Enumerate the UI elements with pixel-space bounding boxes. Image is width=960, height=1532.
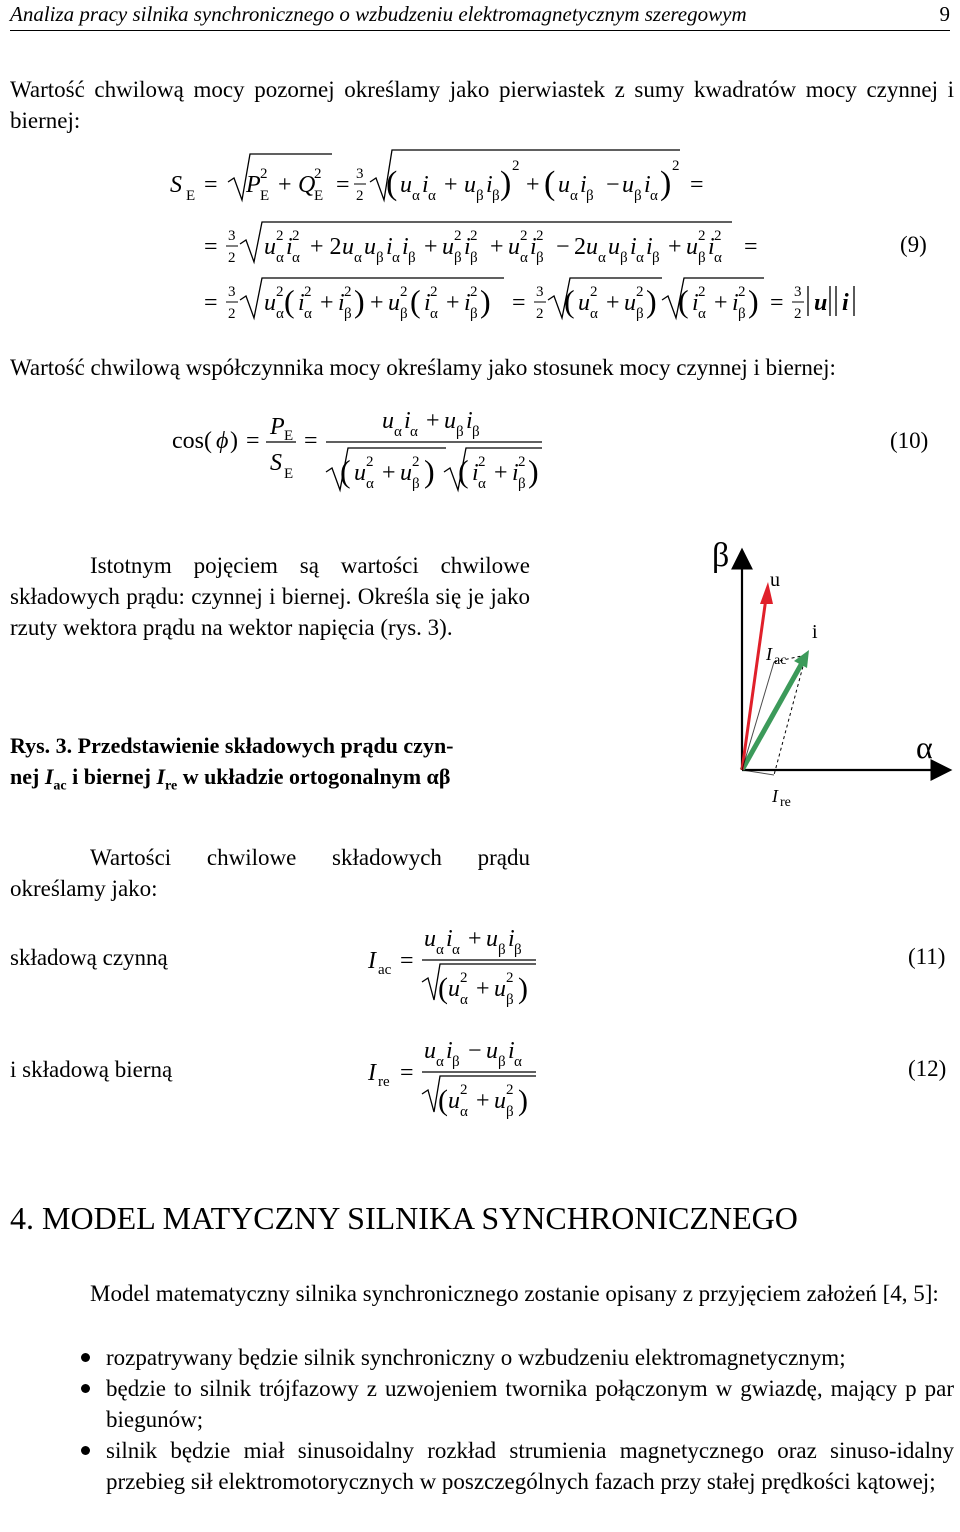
equation-9-number: (9) [900, 232, 927, 257]
svg-text:i: i [842, 290, 849, 316]
svg-text:E: E [284, 428, 294, 444]
svg-text:i: i [692, 290, 699, 316]
svg-text:i: i [464, 290, 471, 316]
svg-text:i: i [402, 234, 409, 260]
svg-text:=: = [336, 172, 350, 198]
svg-text:+: + [444, 172, 458, 198]
svg-text:3: 3 [228, 284, 236, 300]
svg-text:u: u [486, 926, 498, 952]
label-reactive-component: i składową bierną [10, 1057, 173, 1082]
svg-text:i: i [530, 234, 537, 260]
svg-text:=: = [690, 172, 704, 198]
svg-text:E: E [260, 188, 270, 204]
svg-text:β: β [454, 250, 462, 266]
svg-text:(: ( [564, 283, 575, 319]
svg-text:=: = [512, 290, 526, 316]
svg-text:+: + [494, 460, 508, 486]
svg-text:i: i [404, 408, 411, 434]
assumption-list [10, 1342, 954, 1497]
svg-text:+: + [426, 408, 440, 434]
svg-text:β: β [652, 250, 660, 266]
svg-text:i: i [646, 234, 653, 260]
svg-text:β: β [452, 1054, 460, 1070]
svg-text:(: ( [544, 165, 556, 202]
svg-text:S: S [170, 172, 182, 198]
svg-text:re: re [378, 1074, 390, 1090]
svg-text:ac: ac [378, 962, 392, 978]
svg-text:−: − [606, 172, 620, 198]
svg-text:+: + [320, 290, 334, 316]
svg-text:α: α [520, 250, 528, 266]
svg-text:): ) [528, 453, 539, 489]
svg-text:α: α [354, 250, 362, 266]
svg-text:E: E [186, 188, 196, 204]
svg-text:u: u [264, 290, 276, 316]
svg-text:i: i [512, 460, 519, 486]
Iac-sub: ac [774, 653, 787, 668]
svg-text:α: α [714, 250, 722, 266]
svg-text:2: 2 [470, 284, 478, 300]
i-label: i [812, 621, 818, 643]
svg-text:2: 2 [574, 234, 586, 260]
svg-text:u: u [400, 460, 412, 486]
svg-text:u: u [264, 234, 276, 260]
svg-text:β: β [514, 942, 522, 958]
svg-text:2: 2 [276, 284, 284, 300]
svg-text:α: α [460, 1104, 468, 1120]
svg-text:β: β [620, 250, 628, 266]
svg-text:2: 2 [520, 228, 528, 244]
equation-12 [364, 1030, 564, 1122]
svg-text:β: β [470, 250, 478, 266]
figure-3-caption [10, 730, 530, 801]
svg-text:2: 2 [636, 284, 644, 300]
svg-text:E: E [314, 188, 324, 204]
svg-text:u: u [508, 234, 520, 260]
svg-text:u: u [464, 172, 476, 198]
svg-text:β: β [476, 188, 484, 204]
svg-text:i: i [580, 172, 587, 198]
svg-text:+: + [490, 234, 504, 260]
svg-text:u: u [400, 172, 412, 198]
Ire-label: I [772, 786, 778, 806]
paragraph-model-assumptions: Model matematyczny silnika synchronicznego zostanie opisany z przyjęciem założeń [4, 5]: [90, 1281, 939, 1306]
paragraph-current-components: Istotnym pojęciem są wartości chwilowe składowych prądu: czynnej i biernej. Określa się je jako rzuty wektora prądu na wektor napięcia (rys. 3). [10, 553, 530, 640]
svg-text:=: = [744, 234, 758, 260]
svg-text:α: α [698, 306, 706, 322]
svg-text:α: α [650, 188, 658, 204]
svg-text:+: + [424, 234, 438, 260]
list-item: będzie to silnik trójfazowy z uzwojeniem twornika połączonym w gwiazdę, mający p par biegunów; [10, 1373, 954, 1435]
svg-text:(: ( [386, 165, 398, 202]
equation-9 [160, 148, 880, 328]
svg-text:β: β [408, 250, 416, 266]
svg-text:−: − [468, 1038, 482, 1064]
svg-text:3: 3 [228, 228, 236, 244]
paragraph-apparent-power: Wartość chwilową mocy pozornej określamy jako pierwiastek z sumy kwadratów mocy czynnej i biernej: [10, 77, 954, 133]
svg-text:i: i [424, 290, 431, 316]
svg-text:i: i [508, 926, 515, 952]
bullet-icon [81, 1446, 90, 1455]
svg-text:u: u [486, 1038, 498, 1064]
svg-text:α: α [366, 476, 374, 492]
svg-text:α: α [590, 306, 598, 322]
svg-text:+: + [714, 290, 728, 316]
svg-text:2: 2 [412, 454, 420, 470]
svg-text:(: ( [438, 972, 448, 1005]
svg-text:+ 2: + 2 [310, 234, 342, 260]
equation-11-number: (11) [908, 944, 946, 969]
svg-text:α: α [430, 306, 438, 322]
svg-text:u: u [814, 290, 828, 316]
svg-text:S: S [270, 450, 282, 476]
svg-text:(: ( [284, 283, 295, 319]
svg-text:u: u [608, 234, 620, 260]
svg-text:β: β [518, 476, 526, 492]
svg-text:+: + [382, 460, 396, 486]
svg-text:u: u [354, 460, 366, 486]
svg-text:β: β [738, 306, 746, 322]
svg-text:=: = [246, 428, 260, 454]
svg-text:2: 2 [794, 306, 802, 322]
svg-text:β: β [536, 250, 544, 266]
svg-text:α: α [436, 1054, 444, 1070]
svg-text:u: u [444, 408, 456, 434]
svg-text:): ) [500, 165, 512, 202]
svg-text:2: 2 [536, 228, 544, 244]
svg-text:+: + [476, 1088, 490, 1114]
svg-text:α: α [428, 188, 436, 204]
equation-10-number: (10) [890, 428, 929, 453]
svg-text:): ) [354, 283, 365, 319]
svg-text:=: = [204, 234, 218, 260]
svg-text:α: α [276, 250, 284, 266]
svg-text:=: = [204, 290, 218, 316]
svg-text:P: P [246, 172, 261, 198]
svg-text:2: 2 [460, 970, 468, 986]
svg-text:u: u [382, 408, 394, 434]
svg-text:β: β [698, 250, 706, 266]
svg-text:2: 2 [314, 166, 322, 182]
svg-text:i: i [508, 1038, 515, 1064]
svg-text:): ) [748, 283, 759, 319]
svg-text:): ) [518, 1084, 528, 1117]
svg-text:u: u [448, 976, 460, 1002]
svg-text:i: i [644, 172, 651, 198]
svg-text:α: α [452, 942, 460, 958]
svg-text:3: 3 [794, 284, 802, 300]
svg-text:2: 2 [506, 1082, 514, 1098]
svg-text:2: 2 [304, 284, 312, 300]
svg-text:i: i [338, 290, 345, 316]
svg-text:2: 2 [454, 228, 462, 244]
svg-text:(: ( [410, 283, 421, 319]
svg-text:β: β [344, 306, 352, 322]
list-item: silnik będzie miał sinusoidalny rozkład strumienia magnetycznego oraz sinuso-idalny przebieg sił elektromotorycznych w poszczególnych fazach przy stałej prędkości kątowej; [10, 1435, 954, 1497]
svg-text:=: = [770, 290, 784, 316]
svg-text:2: 2 [698, 284, 706, 300]
svg-text:α: α [292, 250, 300, 266]
svg-text:+: + [526, 172, 540, 198]
svg-text:u: u [424, 926, 436, 952]
svg-text:2: 2 [518, 454, 526, 470]
svg-text:2: 2 [344, 284, 352, 300]
svg-text:3: 3 [536, 284, 544, 300]
svg-text:u: u [342, 234, 354, 260]
paragraph-power-factor: Wartość chwilową współczynnika mocy określamy jako stosunek mocy czynnej i biernej: [10, 355, 836, 380]
section-heading: 4. MODEL MATYCZNY SILNIKA SYNCHRONICZNEGO [10, 1200, 798, 1236]
svg-text:): ) [424, 453, 435, 489]
svg-text:β: β [498, 942, 506, 958]
svg-text:u: u [578, 290, 590, 316]
svg-text:u: u [494, 976, 506, 1002]
svg-text:2: 2 [714, 228, 722, 244]
svg-text:β: β [470, 306, 478, 322]
svg-text:E: E [284, 466, 294, 482]
svg-text:u: u [586, 234, 598, 260]
bullet-icon [81, 1353, 90, 1362]
svg-text:u: u [448, 1088, 460, 1114]
svg-text:i: i [732, 290, 739, 316]
svg-text:u: u [364, 234, 376, 260]
svg-text:3: 3 [356, 166, 364, 182]
svg-text:+: + [606, 290, 620, 316]
svg-text:=: = [204, 172, 218, 198]
svg-text:i: i [446, 1038, 453, 1064]
svg-text:β: β [498, 1054, 506, 1070]
svg-text:α: α [412, 188, 420, 204]
svg-text:α: α [394, 424, 402, 440]
svg-text:β: β [492, 188, 500, 204]
svg-text:+: + [476, 976, 490, 1002]
svg-text:2: 2 [276, 228, 284, 244]
svg-text:i: i [466, 408, 473, 434]
svg-text:i: i [708, 234, 715, 260]
u-label: u [770, 569, 780, 591]
svg-text:u: u [424, 1038, 436, 1064]
svg-text:): ) [646, 283, 657, 319]
svg-text:α: α [410, 424, 418, 440]
svg-text:α: α [478, 476, 486, 492]
svg-text:): ) [480, 283, 491, 319]
page-header [10, 0, 950, 31]
equation-11 [364, 918, 564, 1010]
svg-text:i: i [286, 234, 293, 260]
list-item: rozpatrywany będzie silnik synchroniczny o wzbudzeniu elektromagnetycznym; [10, 1342, 954, 1373]
svg-text:α: α [460, 992, 468, 1008]
svg-text:β: β [412, 476, 420, 492]
svg-text:2: 2 [738, 284, 746, 300]
svg-text:2: 2 [470, 228, 478, 244]
svg-text:β: β [634, 188, 642, 204]
svg-text:β: β [400, 306, 408, 322]
svg-text:2: 2 [430, 284, 438, 300]
Ire-sub: re [780, 795, 791, 810]
caption-line-1: Rys. 3. Przedstawienie składowych prądu czyn- [10, 733, 454, 758]
svg-text:I: I [368, 948, 376, 974]
svg-text:i: i [446, 926, 453, 952]
running-title: Analiza pracy silnika synchronicznego o wzbudzeniu elektromagnetycznym szeregowym [10, 2, 747, 26]
current-vector [742, 663, 802, 770]
beta-label: β [712, 537, 730, 574]
caption-line-2: nej $I_{ac}$ i biernej $I_{re}$ w układzie ortogonalnym αβ [10, 764, 451, 794]
svg-text:2: 2 [478, 454, 486, 470]
svg-text:2: 2 [698, 228, 706, 244]
svg-text:u: u [624, 290, 636, 316]
svg-text:Q: Q [298, 172, 316, 198]
svg-text:u: u [558, 172, 570, 198]
svg-text:i: i [486, 172, 493, 198]
page-number: 9 [939, 2, 950, 26]
svg-text:i: i [472, 460, 479, 486]
svg-text:=: = [400, 948, 414, 974]
equation-10 [160, 402, 560, 502]
svg-text:2: 2 [590, 284, 598, 300]
svg-text:(: ( [678, 283, 689, 319]
svg-text:(: ( [340, 453, 351, 489]
svg-text:P: P [270, 414, 285, 440]
svg-text:u: u [622, 172, 634, 198]
svg-text:): ) [518, 972, 528, 1005]
svg-text:β: β [506, 1104, 514, 1120]
svg-text:+: + [468, 926, 482, 952]
svg-text:α: α [636, 250, 644, 266]
figure-3-vector-diagram [690, 530, 960, 830]
svg-text:+: + [446, 290, 460, 316]
svg-text:I: I [368, 1060, 376, 1086]
Iac-projection [742, 662, 774, 770]
svg-text:β: β [636, 306, 644, 322]
svg-text:i: i [386, 234, 393, 260]
paragraph-current-definition: Wartości chwilowe składowych prądu określamy jako: [10, 845, 530, 901]
svg-text:α: α [514, 1054, 522, 1070]
svg-text:i: i [422, 172, 429, 198]
alpha-label: α [916, 729, 933, 765]
svg-text:β: β [586, 188, 594, 204]
svg-text:−: − [556, 234, 570, 260]
svg-text:2: 2 [460, 1082, 468, 1098]
svg-text:2: 2 [228, 250, 236, 266]
svg-text:=: = [400, 1060, 414, 1086]
svg-text:cos(: cos( [172, 428, 212, 454]
bullet-icon [81, 1384, 90, 1393]
svg-text:u: u [442, 234, 454, 260]
equation-12-number: (12) [908, 1056, 947, 1081]
svg-text:α: α [392, 250, 400, 266]
svg-text:u: u [494, 1088, 506, 1114]
svg-text:u: u [388, 290, 400, 316]
svg-text:2: 2 [228, 306, 236, 322]
svg-text:): ) [660, 165, 672, 202]
svg-text:+: + [370, 290, 384, 316]
svg-text:α: α [598, 250, 606, 266]
svg-text:α: α [570, 188, 578, 204]
svg-text:=: = [304, 428, 318, 454]
svg-text:2: 2 [506, 970, 514, 986]
svg-text:α: α [304, 306, 312, 322]
svg-text:2: 2 [260, 166, 268, 182]
svg-text:(: ( [458, 453, 469, 489]
svg-text:i: i [630, 234, 637, 260]
svg-text:2: 2 [356, 188, 364, 204]
svg-text:β: β [472, 424, 480, 440]
svg-text:ϕ: ϕ [216, 428, 229, 454]
svg-text:2: 2 [672, 158, 680, 174]
svg-text:2: 2 [512, 158, 520, 174]
svg-text:u: u [686, 234, 698, 260]
svg-text:): ) [230, 428, 238, 454]
svg-text:(: ( [438, 1084, 448, 1117]
svg-text:2: 2 [366, 454, 374, 470]
svg-text:β: β [376, 250, 384, 266]
svg-text:2: 2 [292, 228, 300, 244]
svg-text:α: α [436, 942, 444, 958]
svg-text:β: β [456, 424, 464, 440]
svg-text:i: i [464, 234, 471, 260]
svg-text:2: 2 [536, 306, 544, 322]
Iac-label: I [766, 644, 772, 664]
svg-text:β: β [506, 992, 514, 1008]
svg-text:+: + [668, 234, 682, 260]
svg-text:α: α [276, 306, 284, 322]
svg-text:2: 2 [400, 284, 408, 300]
svg-text:i: i [298, 290, 305, 316]
svg-text:+: + [278, 172, 292, 198]
label-active-component: składową czynną [10, 945, 168, 970]
